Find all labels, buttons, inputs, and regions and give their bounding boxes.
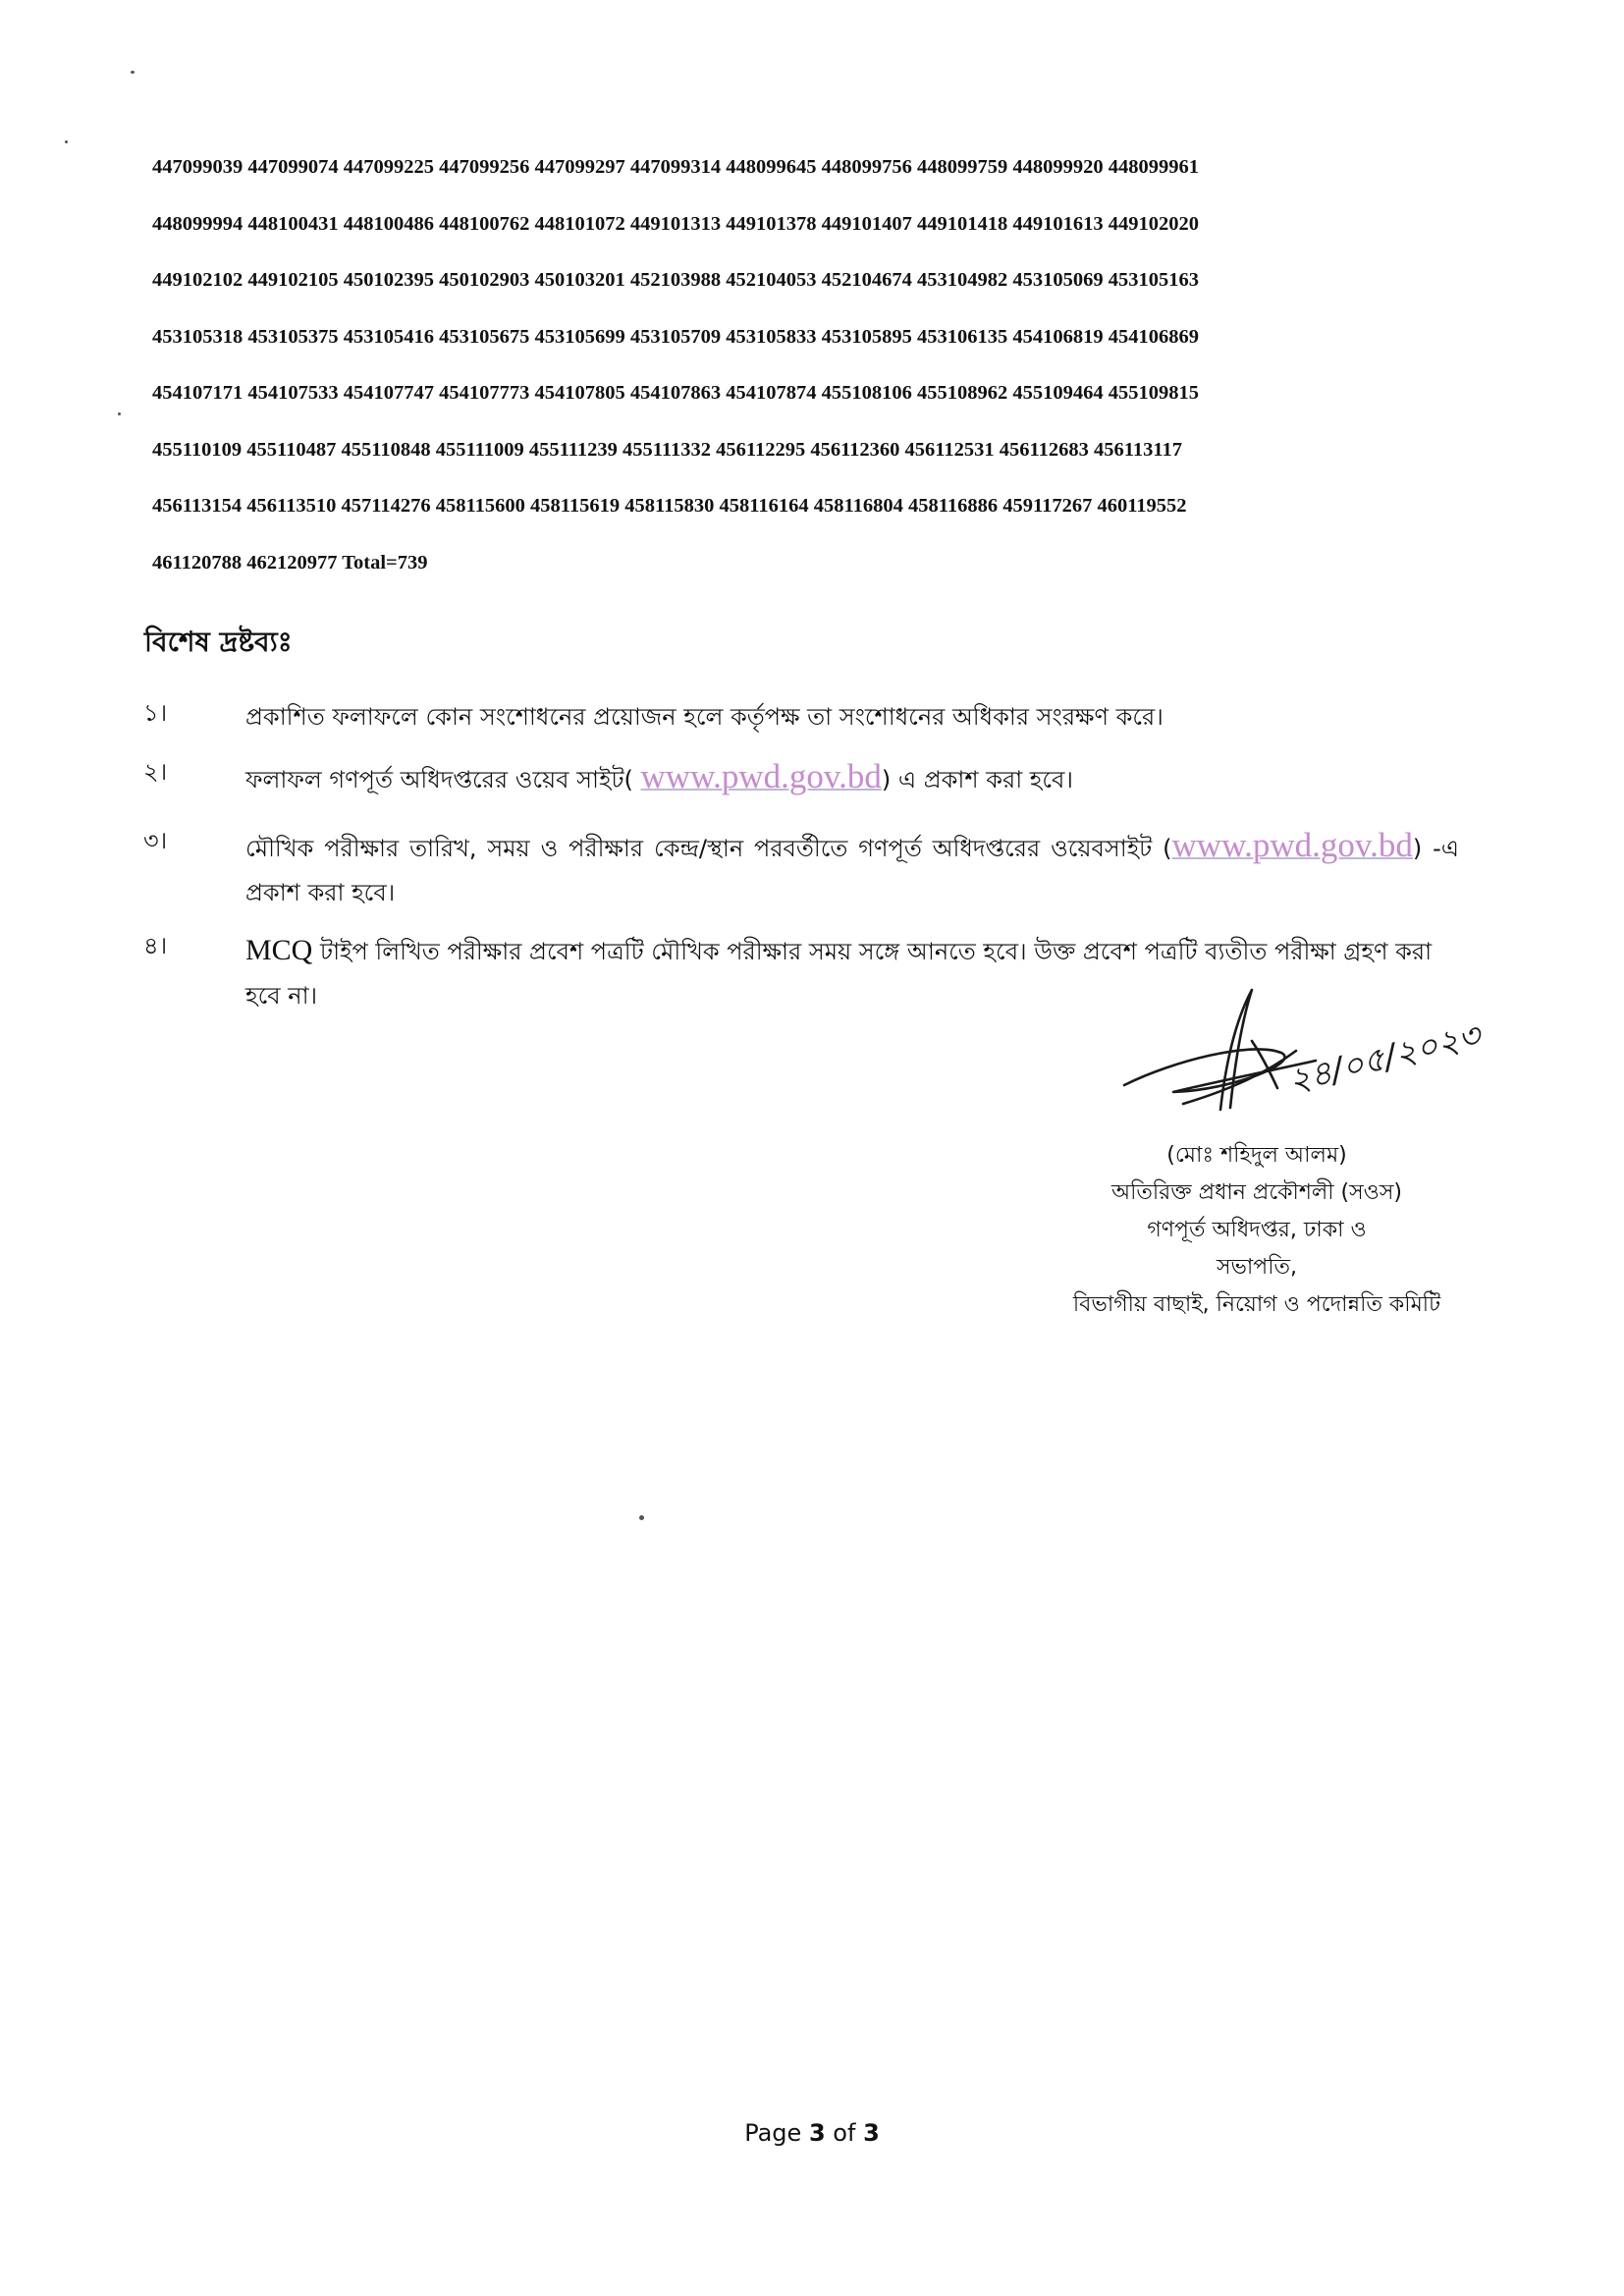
note-text-after-link: ) -এ প্রকাশ করা হবে। [245,835,1459,906]
signatory-committee: বিভাগীয় বাছাই, নিয়োগ ও পদোন্নতি কমিটি [1072,1292,1441,1317]
signatory-block [943,1137,1571,1324]
scan-speck [131,71,135,74]
signature-date: ২৪/০৫/২০২৩ [1284,1015,1485,1102]
signatory-designation: অতিরিক্ত প্রধান প্রকৌশলী (সওস) [1111,1180,1402,1205]
of-word: of [833,2119,856,2147]
signatory-office: গণপূর্ত অধিদপ্তর, ঢাকা ও [1147,1218,1367,1242]
scan-speck [639,1515,644,1520]
note-text-after-link: ) এ প্রকাশ করা হবে। [881,766,1073,793]
signatory-name: (মোঃ শহিদুল আলম) [1166,1143,1347,1168]
note-number: ১। [143,699,168,727]
signatory-role: সভাপতি, [1216,1255,1298,1280]
note-text-body: টাইপ লিখিত পরীক্ষার প্রবেশ পত্রটি মৌখিক পরীক্ষার সময় সঙ্গে আনতে হবে। উক্ত প্রবেশ পত্রটি ব্যতীত পরীক্ষা গ্রহণ করা হবে না। [245,938,1433,1010]
roll-number-line: 453105318 453105375 453105416 453105675 453105699 453105709 453105833 453105895 453106135 454106819 454106869 [152,325,1199,348]
note-number: ২। [143,758,168,786]
note-text-before-link: ফলাফল গণপূর্ত অধিদপ্তরের ওয়েব সাইট( [245,766,641,793]
pwd-website-link[interactable]: www.pwd.gov.bd [1171,826,1413,864]
roll-number-line: 448099994 448100431 448100486 448100762 448101072 449101313 449101378 449101407 449101418 449101613 449102020 [152,212,1199,235]
note-text [245,823,1459,915]
note-number: ৩। [143,827,168,854]
scan-speck [118,412,121,415]
note-number: ৪। [143,932,168,959]
roll-number-line: 456113154 456113510 457114276 458115600 458115619 458115830 458116164 458116804 458116886 459117267 460119552 [152,495,1187,517]
page-word: Page [744,2119,802,2147]
note-text [245,754,1459,802]
roll-number-line: 449102102 449102105 450102395 450102903 450103201 452103988 452104053 452104674 453104982 453105069 453105163 [152,269,1199,291]
notes-heading: বিশেষ দ্রষ্টব্যঃ [144,626,293,658]
scan-speck [65,140,68,143]
pwd-website-link[interactable]: www.pwd.gov.bd [640,757,882,795]
roll-number-line: 447099039 447099074 447099225 447099256 447099297 447099314 448099645 448099756 448099759 448099920 448099961 [152,156,1199,178]
page-footer [0,2119,1624,2147]
roll-number-line: 455110109 455110487 455110848 455111009 455111239 455111332 456112295 456112360 456112531 456112683 456113117 [152,438,1183,461]
total-page-number: 3 [863,2119,880,2147]
handwritten-signature [1114,982,1488,1120]
note-text-before-link: মৌখিক পরীক্ষার তারিখ, সময় ও পরীক্ষার কেন্দ্র/স্থান পরবর্তীতে গণপূর্ত অধিদপ্তরের ওয়েবসাইট ( [245,835,1172,862]
roll-number-list [152,139,1448,591]
roll-number-line: 454107171 454107533 454107747 454107773 454107805 454107863 454107874 455108106 455108962 455109464 455109815 [152,382,1199,404]
current-page-number: 3 [808,2119,826,2147]
roll-number-line-total: 461120788 462120977 Total=739 [152,551,428,574]
note-text: প্রকাশিত ফলাফলে কোন সংশোধনের প্রয়োজন হলে কর্তৃপক্ষ তা সংশোধনের অধিকার সংরক্ষণ করে। [245,703,1164,731]
note-mcq-term: MCQ [245,934,313,966]
